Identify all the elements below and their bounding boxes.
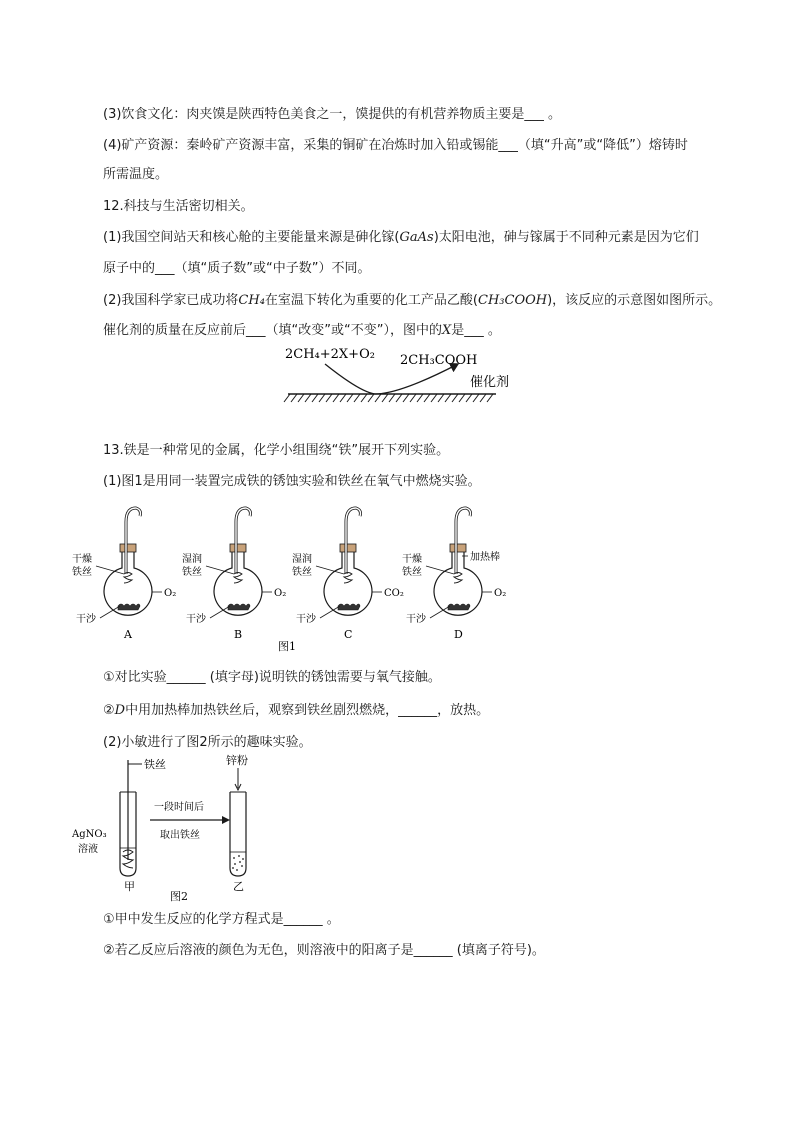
solution-formula: AgNO₃ bbox=[72, 829, 107, 840]
q13-part1-question1: ①对比实验______ (填字母)说明铁的锈蚀需要与氧气接触。 bbox=[103, 670, 441, 685]
apparatus-d bbox=[402, 508, 506, 641]
q12-p2-ch4: CH₄ bbox=[238, 293, 265, 308]
stopper bbox=[340, 544, 356, 552]
glass-rod bbox=[126, 508, 141, 574]
wire-label-1: 湿润 bbox=[182, 554, 202, 565]
apparatus-letter: C bbox=[344, 628, 353, 641]
q13-q2-letter: D bbox=[114, 703, 126, 718]
dry-sand bbox=[228, 604, 250, 610]
figure1-caption: 图1 bbox=[278, 640, 296, 653]
gas-label: O₂ bbox=[274, 588, 287, 599]
q13-stem: 13.铁是一种常见的金属，化学小组围绕“铁”展开下列实验。 bbox=[103, 443, 450, 458]
apparatus-letter: B bbox=[234, 628, 243, 641]
apparatus-b bbox=[182, 508, 286, 641]
q11-part4-line1: (4)矿产资源：秦岭矿产资源丰富，采集的铜矿在冶炼时加入铅或锡能___（填“升高”或“降低”）熔铸时 bbox=[103, 138, 688, 153]
q11-part4-line2: 所需温度。 bbox=[103, 167, 169, 182]
process-arrow bbox=[150, 800, 230, 841]
q13-part2: (2)小敏进行了图2所示的趣味实验。 bbox=[103, 735, 312, 750]
iron-wire-coil bbox=[124, 573, 132, 584]
wire-label-2: 铁丝 bbox=[292, 567, 312, 578]
apparatus-letter: A bbox=[124, 628, 132, 641]
glass-rod bbox=[236, 508, 251, 574]
apparatus-letter: D bbox=[454, 628, 463, 641]
dry-sand bbox=[448, 604, 470, 610]
sand-label: 干沙 bbox=[406, 614, 426, 625]
q12-part1-line2: 原子中的___（填“质子数”或“中子数”）不同。 bbox=[103, 261, 371, 276]
wire-label-2: 铁丝 bbox=[72, 567, 92, 578]
q13-part2-question1: ①甲中发生反应的化学方程式是______ 。 bbox=[103, 912, 340, 927]
arrow-text-line2: 取出铁丝 bbox=[160, 830, 200, 841]
sand-label: 干沙 bbox=[76, 614, 96, 625]
glass-rod bbox=[456, 508, 471, 574]
stopper bbox=[450, 544, 466, 552]
wire-label-2: 铁丝 bbox=[402, 567, 422, 578]
tube-jia-label: 甲 bbox=[124, 880, 135, 893]
wire-label-1: 干燥 bbox=[72, 554, 92, 565]
q12-p2-text-e: 是___ 。 bbox=[451, 323, 501, 338]
zinc-powder-label: 锌粉 bbox=[226, 754, 248, 767]
catalyst-surface-hatching bbox=[284, 394, 493, 402]
diagram-catalyst-label: 催化剂 bbox=[470, 375, 510, 390]
iron-wire-coil bbox=[344, 573, 352, 584]
figure1-apparatus bbox=[70, 500, 530, 658]
figure2-experiment bbox=[70, 752, 290, 904]
q12-p2-text-b: 在室温下转化为重要的化工产品乙酸( bbox=[264, 293, 478, 308]
iron-wire-label: 铁丝 bbox=[144, 758, 166, 771]
catalyst-reaction-diagram bbox=[280, 342, 510, 410]
tube-yi-label: 乙 bbox=[233, 880, 244, 893]
sand-label: 干沙 bbox=[296, 614, 316, 625]
q12-p2-text-a: (2)我国科学家已成功将 bbox=[103, 293, 239, 308]
q11-part3: (3)饮食文化：肉夹馍是陕西特色美食之一，馍提供的有机营养物质主要是___ 。 bbox=[103, 107, 562, 122]
q12-p2-acid: CH₃COOH bbox=[478, 293, 548, 308]
q12-part2-line2 bbox=[103, 322, 501, 340]
apparatus-c bbox=[292, 508, 404, 641]
gas-label: CO₂ bbox=[384, 588, 404, 599]
figure2-caption: 图2 bbox=[170, 890, 188, 903]
wire-label-1: 湿润 bbox=[292, 554, 312, 565]
iron-wire-coil bbox=[454, 573, 462, 584]
dry-sand bbox=[118, 604, 140, 610]
iron-wire-coil bbox=[234, 573, 242, 584]
wire-label-1: 干燥 bbox=[402, 554, 422, 565]
diagram-product: 2CH₃COOH bbox=[400, 353, 478, 368]
q13-part1-question2 bbox=[103, 702, 489, 720]
q13-q2-prefix: ② bbox=[103, 703, 115, 718]
wire-pointer bbox=[206, 566, 234, 574]
q12-part1-line1 bbox=[103, 229, 699, 247]
sand-label: 干沙 bbox=[186, 614, 206, 625]
diagram-reactants: 2CH₄+2X+O₂ bbox=[285, 347, 375, 362]
apparatus-a bbox=[72, 508, 176, 641]
q12-p2-text-c: )，该反应的示意图如图所示。 bbox=[547, 293, 722, 308]
q12-part2-line1 bbox=[103, 292, 721, 310]
dry-sand bbox=[338, 604, 360, 610]
test-tube-jia bbox=[71, 757, 166, 893]
q12-p1-text-b: )太阳电池，砷与镓属于不同种元素是因为它们 bbox=[433, 230, 699, 245]
wire-pointer bbox=[316, 566, 344, 574]
test-tube-yi bbox=[226, 753, 248, 893]
stopper bbox=[120, 544, 136, 552]
wire-label-2: 铁丝 bbox=[182, 567, 202, 578]
q13-q2-text: 中用加热棒加热铁丝后，观察到铁丝剧烈燃烧，______，放热。 bbox=[125, 703, 490, 718]
q13-part1: (1)图1是用同一装置完成铁的锈蚀实验和铁丝在氧气中燃烧实验。 bbox=[103, 474, 481, 489]
wire-pointer bbox=[96, 566, 124, 574]
gas-label: O₂ bbox=[164, 588, 177, 599]
q12-p2-text-d: 催化剂的质量在反应前后___（填“改变”或“不变”），图中的 bbox=[103, 323, 442, 338]
q12-p2-x: X bbox=[441, 323, 452, 338]
q12-stem: 12.科技与生活密切相关。 bbox=[103, 199, 254, 214]
q12-p1-formula: GaAs bbox=[399, 230, 434, 245]
gas-label: O₂ bbox=[494, 588, 507, 599]
q13-part2-question2: ②若乙反应后溶液的颜色为无色，则溶液中的阳离子是______ (填离子符号)。 bbox=[103, 943, 545, 958]
solution-label: 溶液 bbox=[78, 844, 98, 855]
reaction-curve-arrow bbox=[325, 364, 458, 394]
heating-rod-label: 加热棒 bbox=[470, 552, 500, 563]
arrow-text-line1: 一段时间后 bbox=[154, 802, 204, 813]
solution-dots bbox=[232, 855, 244, 871]
glass-rod bbox=[346, 508, 361, 574]
q12-p1-text-a: (1)我国空间站天和核心舱的主要能量来源是砷化镓( bbox=[103, 230, 400, 245]
stopper bbox=[230, 544, 246, 552]
wire-pointer bbox=[426, 566, 454, 574]
